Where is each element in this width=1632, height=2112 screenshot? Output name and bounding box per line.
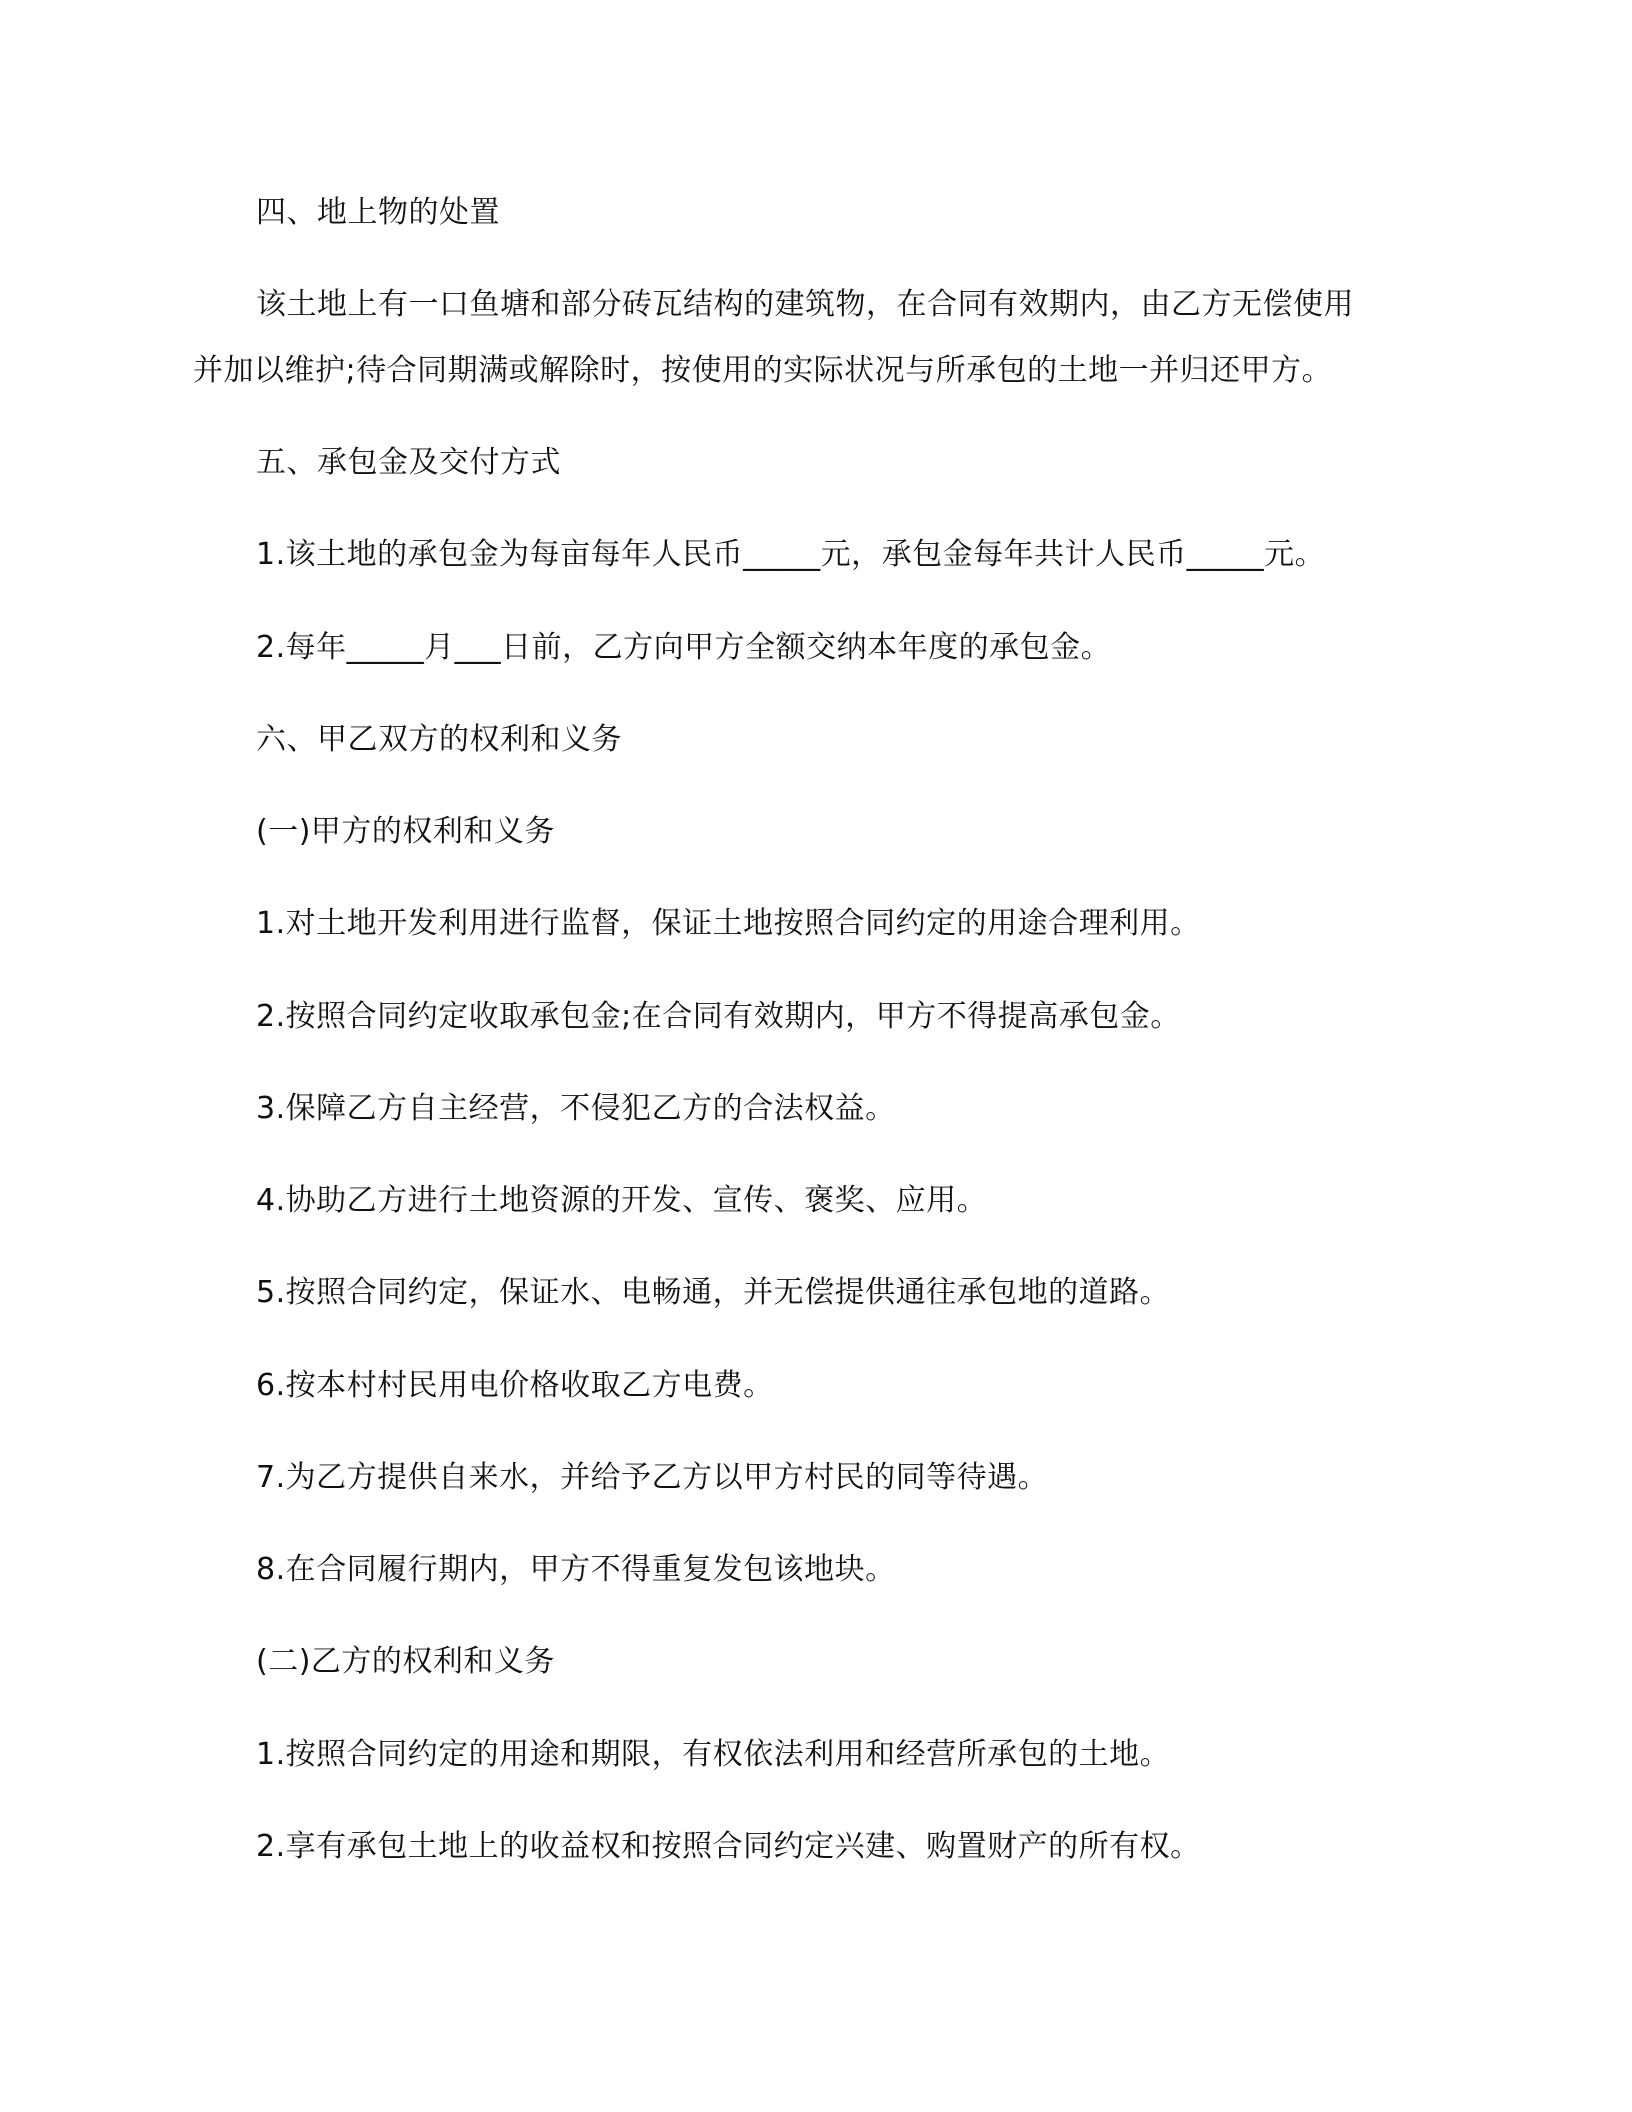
party-a-item-8: 8.在合同履行期内，甲方不得重复发包该地块。	[256, 1552, 896, 1587]
party-a-item-3: 3.保障乙方自主经营，不侵犯乙方的合法权益。	[256, 1091, 896, 1126]
party-b-heading: (二)乙方的权利和义务	[256, 1644, 555, 1679]
party-a-item-5: 5.按照合同约定，保证水、电畅通，并无偿提供通往承包地的道路。	[256, 1275, 1171, 1310]
party-a-item-2: 2.按照合同约定收取承包金;在合同有效期内，甲方不得提高承包金。	[256, 999, 1181, 1034]
section-4-paragraph-line-2: 并加以维护;待合同期满或解除时，按使用的实际状况与所承包的土地一并归还甲方。	[193, 353, 1333, 388]
party-a-item-6: 6.按本村村民用电价格收取乙方电费。	[256, 1368, 774, 1403]
party-a-item-7: 7.为乙方提供自来水，并给予乙方以甲方村民的同等待遇。	[256, 1460, 1049, 1495]
section-5-item-1: 1.该土地的承包金为每亩每年人民币_____元，承包金每年共计人民币_____元。	[256, 537, 1326, 572]
section-4-heading: 四、地上物的处置	[256, 195, 500, 230]
party-a-item-1: 1.对土地开发利用进行监督，保证土地按照合同约定的用途合理利用。	[256, 906, 1201, 941]
party-b-item-2: 2.享有承包土地上的收益权和按照合同约定兴建、购置财产的所有权。	[256, 1829, 1201, 1864]
party-a-item-4: 4.协助乙方进行土地资源的开发、宣传、褒奖、应用。	[256, 1183, 988, 1218]
section-4-paragraph-line-1: 该土地上有一口鱼塘和部分砖瓦结构的建筑物，在合同有效期内，由乙方无偿使用	[256, 287, 1354, 322]
section-5-heading: 五、承包金及交付方式	[256, 445, 561, 480]
section-5-item-2: 2.每年_____月___日前，乙方向甲方全额交纳本年度的承包金。	[256, 630, 1112, 665]
party-b-item-1: 1.按照合同约定的用途和期限，有权依法利用和经营所承包的土地。	[256, 1737, 1171, 1772]
party-a-heading: (一)甲方的权利和义务	[256, 814, 555, 849]
section-6-heading: 六、甲乙双方的权利和义务	[256, 722, 622, 757]
